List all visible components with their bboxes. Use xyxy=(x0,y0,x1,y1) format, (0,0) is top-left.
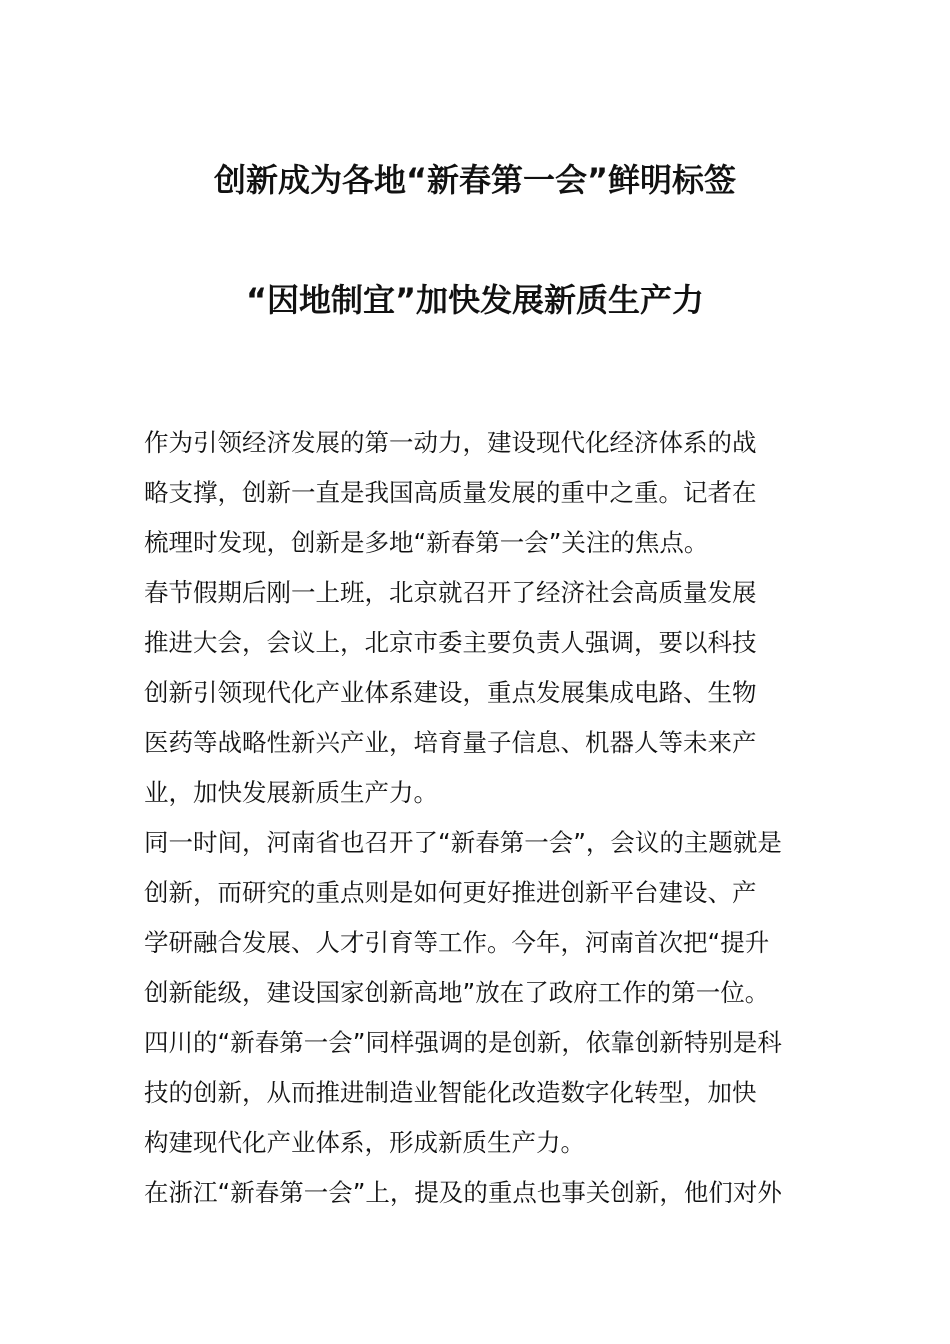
body-line: 略支撑，创新一直是我国高质量发展的重中之重。记者在 xyxy=(144,478,757,507)
body-line: 技的创新，从而推进制造业智能化改造数字化转型，加快 xyxy=(144,1078,757,1107)
body-line: 四川的“新春第一会”同样强调的是创新，依靠创新特别是科 xyxy=(144,1028,782,1057)
body-line: 创新引领现代化产业体系建设，重点发展集成电路、生物 xyxy=(144,678,757,707)
body-line: 构建现代化产业体系，形成新质生产力。 xyxy=(144,1128,585,1157)
document-title: 创新成为各地“新春第一会”鲜明标签 xyxy=(213,161,737,199)
document-body xyxy=(144,418,808,1218)
body-line: 同一时间，河南省也召开了“新春第一会”，会议的主题就是 xyxy=(144,828,782,857)
body-line: 业，加快发展新质生产力。 xyxy=(144,778,438,807)
body-line: 推进大会，会议上，北京市委主要负责人强调，要以科技 xyxy=(144,628,757,657)
body-line: 学研融合发展、人才引育等工作。今年，河南首次把“提升 xyxy=(144,928,770,957)
body-line: 春节假期后刚一上班，北京就召开了经济社会高质量发展 xyxy=(144,578,757,607)
body-line: 医药等战略性新兴产业，培育量子信息、机器人等未来产 xyxy=(144,728,757,757)
body-line: 作为引领经济发展的第一动力，建设现代化经济体系的战 xyxy=(144,428,757,457)
body-line: 梳理时发现，创新是多地“新春第一会”关注的焦点。 xyxy=(144,528,709,557)
body-line: 创新，而研究的重点则是如何更好推进创新平台建设、产 xyxy=(144,878,757,907)
document-subtitle: “因地制宜”加快发展新质生产力 xyxy=(245,281,705,319)
body-line: 创新能级，建设国家创新高地”放在了政府工作的第一位。 xyxy=(144,978,770,1007)
body-line: 在浙江“新春第一会”上，提及的重点也事关创新，他们对外 xyxy=(144,1178,782,1207)
